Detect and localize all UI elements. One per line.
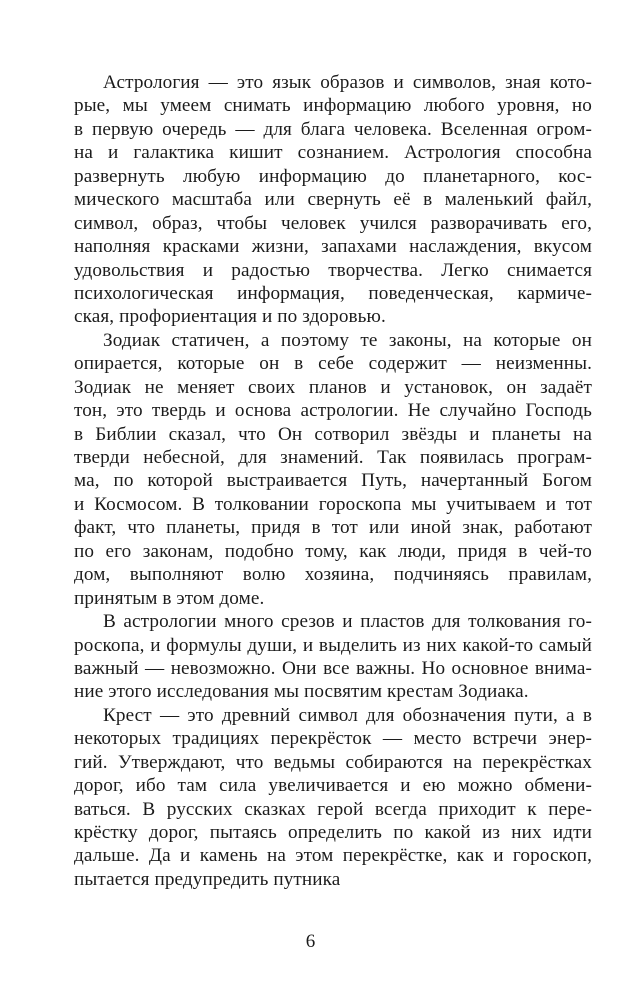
text-line: по его законам, подобно тому, как люди, придя в чей-то [74, 540, 592, 562]
text-line: мического масштаба или свернуть её в маленький файл, [74, 189, 592, 211]
text-line: важный — невозможно. Они все важны. Но основное внима- [74, 657, 592, 679]
text-line: опирается, которые он в себе содержит — неизменны. [74, 353, 592, 375]
text-line: в Библии сказал, что Он сотворил звёзды и планеты на [74, 423, 592, 445]
text-line: развернуть любую информацию до планетарного, кос- [74, 165, 592, 187]
text-line: ская, профориентация и по здоровью. [74, 306, 386, 328]
text-line: символ, образ, чтобы человек учился разворачивать его, [74, 212, 592, 234]
text-line: дом, выполняют волю хозяина, подчиняясь правилам, [74, 564, 592, 586]
text-line: Астрология — это язык образов и символов, зная кото- [103, 72, 592, 93]
page-number: 6 [305, 931, 316, 952]
text-line: В астрологии много срезов и пластов для толкования го- [103, 611, 592, 633]
text-line: факт, что планеты, придя в тот или иной знак, работают [74, 517, 592, 539]
text-line: психологическая информация, поведенческая, кармиче- [74, 282, 592, 304]
text-line: крёстку дорог, пытаясь определить по какой из них идти [74, 822, 592, 843]
text-line: принятым в этом доме. [74, 587, 265, 609]
text-line: рые, мы умеем снимать информацию любого уровня, но [74, 95, 592, 117]
text-line: некоторых традициях перекрёсток — место встречи энер- [74, 728, 592, 750]
paragraph-1 [74, 71, 592, 329]
text-line: гий. Утверждают, что ведьмы собираются на перекрёстках [74, 751, 592, 773]
text-line: пытается предупредить путника [74, 868, 341, 890]
text-line: ма, по которой выстраивается Путь, начертанный Богом [74, 470, 592, 492]
text-line: роскопа, и формулы души, и выделить из них какой-то самый [74, 634, 592, 656]
paragraph-4 [74, 704, 592, 892]
text-line: Зодиак не меняет своих планов и установок, он задаёт [74, 376, 592, 398]
text-line: в первую очередь — для блага человека. Вселенная огром- [74, 118, 592, 140]
text-line: и Космосом. В толковании гороскопа мы учитываем и тот [74, 493, 592, 515]
text-line: тверди небесной, для знамений. Так появилась програм- [74, 447, 592, 468]
paragraph-3 [74, 610, 592, 704]
page-body [74, 71, 592, 891]
text-line: дальше. Да и камень на этом перекрёстке, как и гороскоп, [74, 845, 592, 867]
text-line: на и галактика кишит сознанием. Астрология способна [74, 142, 592, 164]
text-line: Крест — это древний символ для обозначения пути, а в [103, 704, 592, 726]
text-line: Зодиак статичен, а поэтому те законы, на которые он [103, 329, 592, 351]
text-line: наполняя красками жизни, запахами наслаждения, вкусом [74, 236, 592, 258]
text-line: ние этого исследования мы посвятим крестам Зодиака. [74, 681, 529, 703]
text-line: ваться. В русских сказках герой всегда приходит к пере- [74, 798, 592, 820]
paragraph-2 [74, 329, 592, 610]
text-line: удовольствия и радостью творчества. Легко снимается [74, 259, 592, 281]
text-line: тон, это твердь и основа астрологии. Не случайно Господь [74, 400, 592, 422]
text-line: дорог, ибо там сила увеличивается и ею можно обмени- [74, 775, 592, 797]
